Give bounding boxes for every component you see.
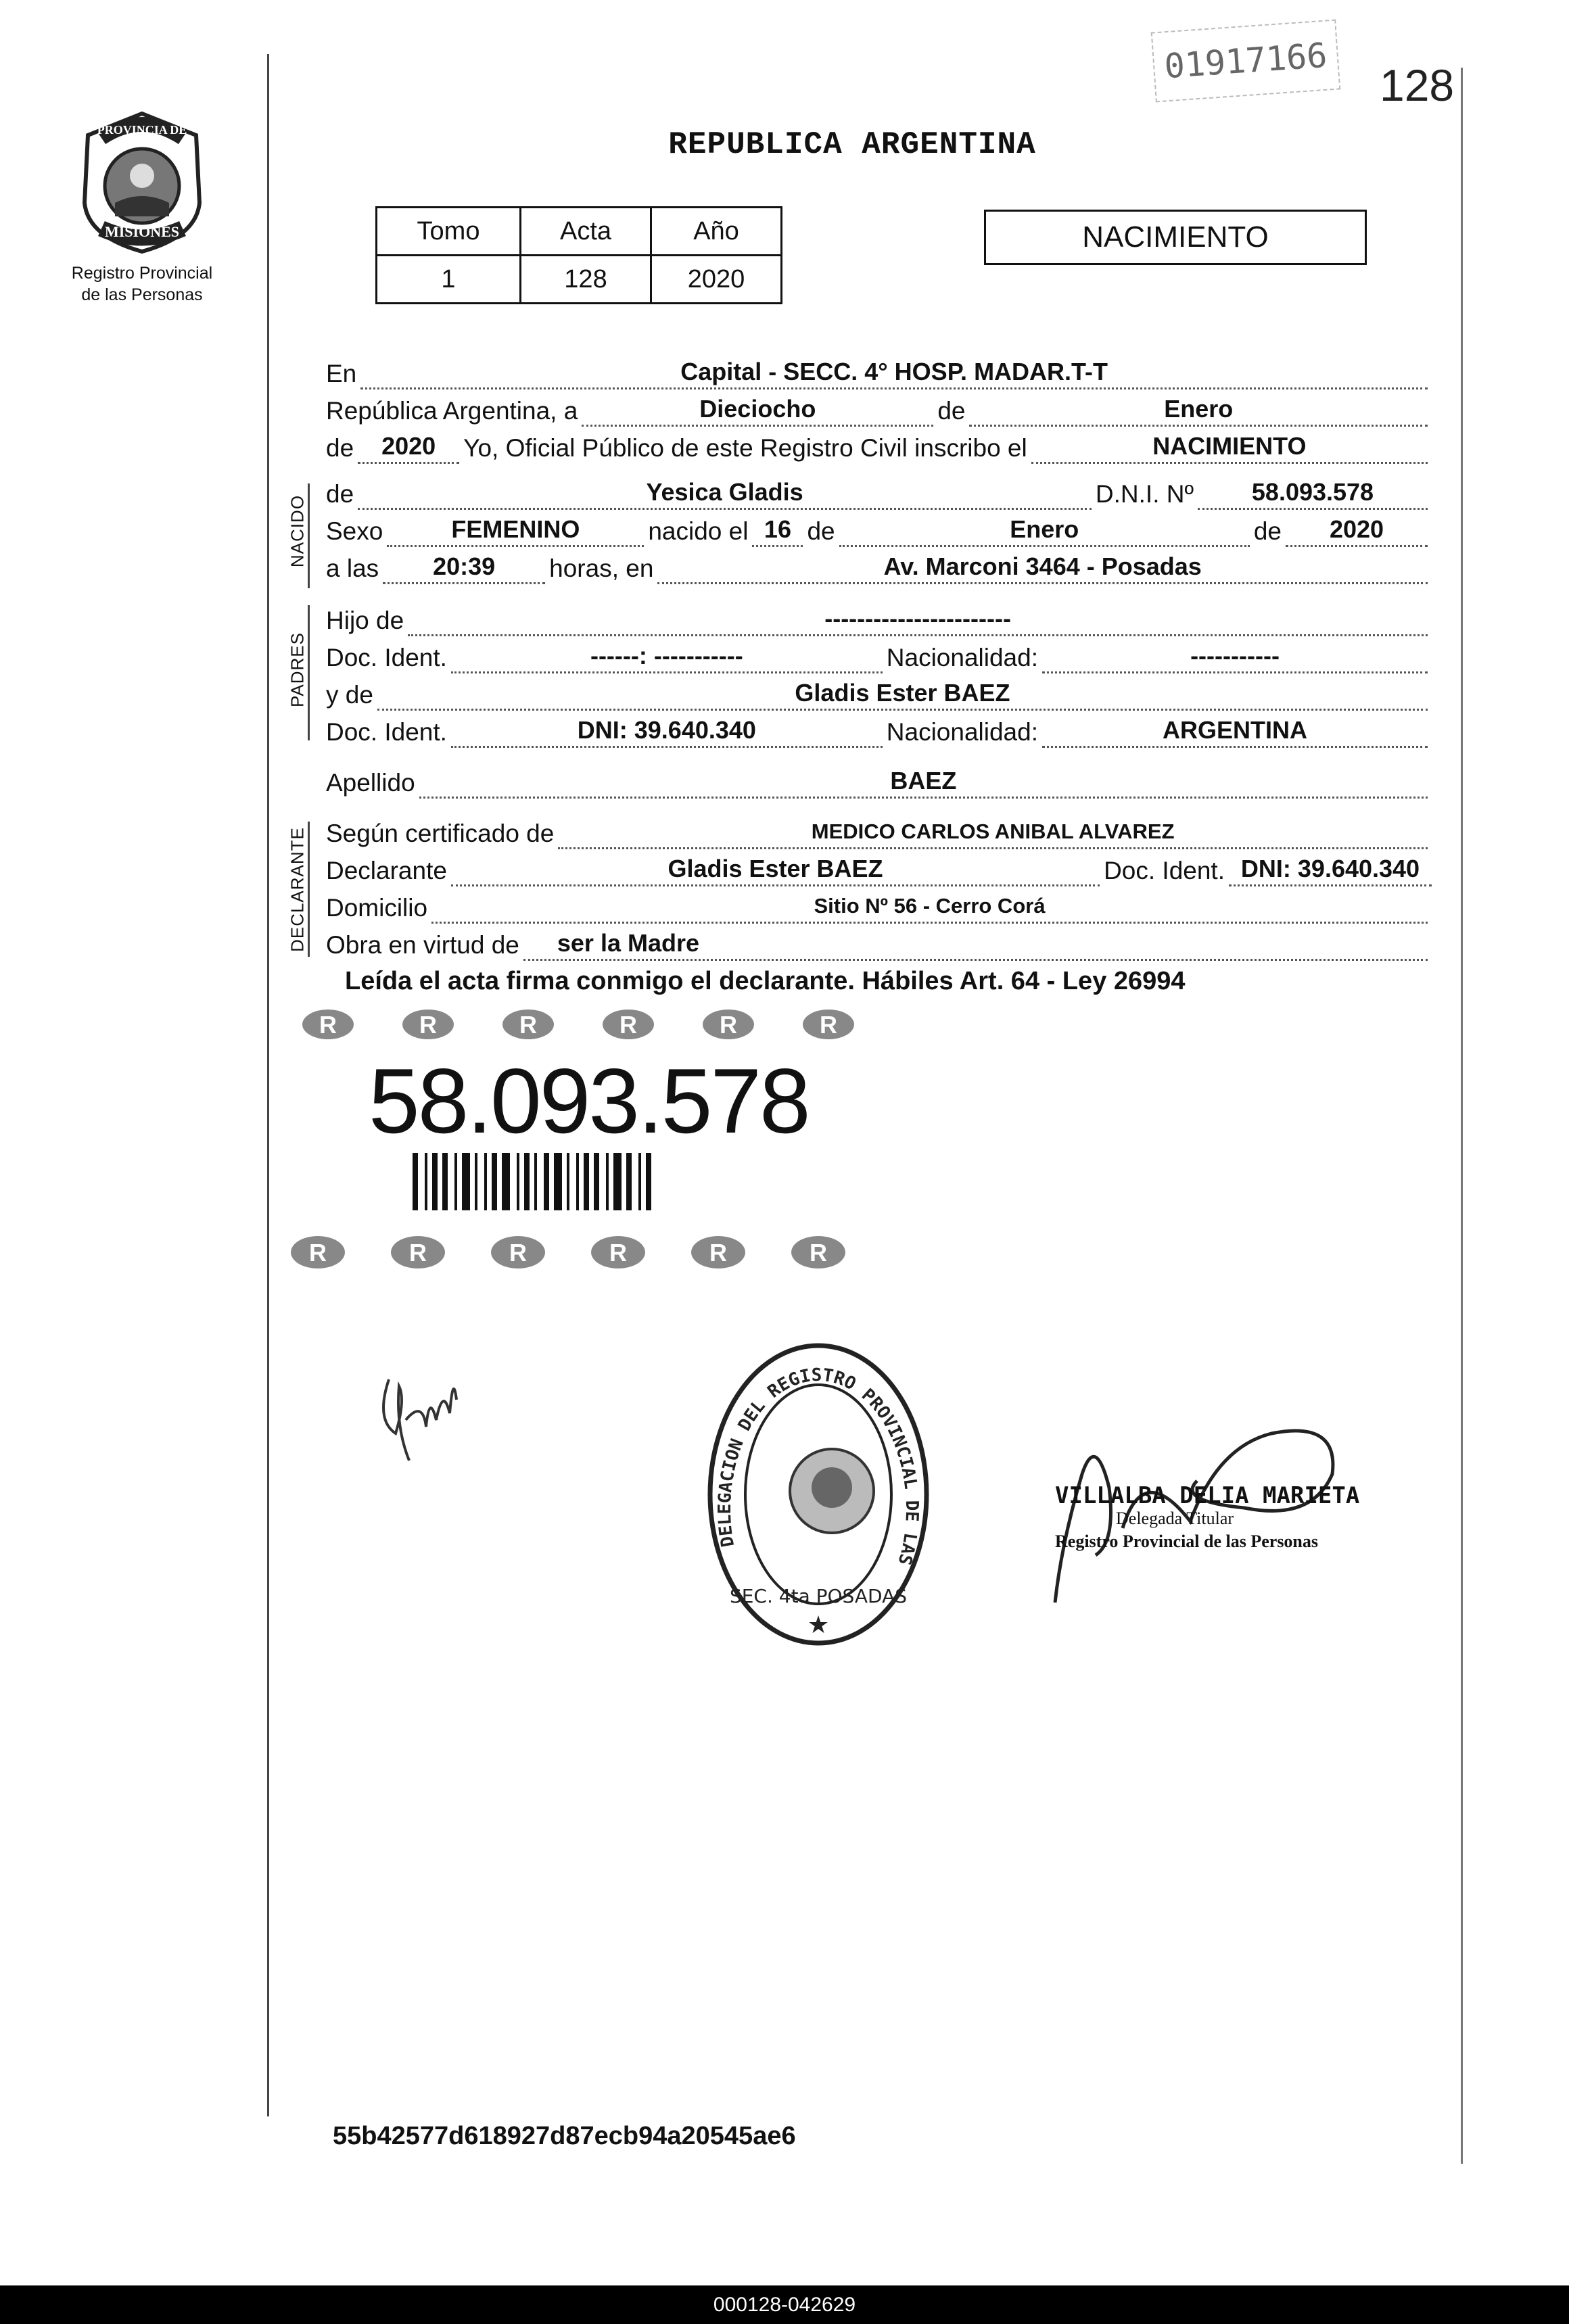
value-time: 20:39: [433, 552, 496, 580]
value-father-doc: ------: -----------: [590, 642, 743, 669]
serial-number-stamp: 01917166: [1151, 20, 1341, 103]
row-name: [326, 473, 1432, 510]
value-birth-place: Av. Marconi 3464 - Posadas: [883, 552, 1202, 580]
sticker-pattern-mark: [302, 1010, 354, 1039]
barcode-bar: [567, 1153, 569, 1210]
value-birth-month: Enero: [1010, 515, 1079, 543]
svg-text:R: R: [319, 1011, 337, 1039]
label-mother-nationality: Nacionalidad:: [886, 718, 1038, 746]
page-number: 128: [1380, 60, 1455, 110]
registry-caption-line1: Registro Provincial: [71, 264, 213, 283]
svg-text:R: R: [519, 1011, 537, 1039]
svg-text:PROVINCIA DE: PROVINCIA DE: [97, 123, 187, 137]
label-capacity: Obra en virtud de: [326, 931, 519, 959]
value-month: Enero: [1164, 395, 1234, 423]
sticker-pattern-mark: [791, 1236, 845, 1268]
label-statement: Yo, Oficial Público de este Registro Civil inscribo el: [463, 434, 1027, 462]
svg-text:R: R: [509, 1239, 527, 1266]
svg-text:DELEGACION DEL REGISTRO PROVIN: DELEGACION DEL REGISTRO PROVINCIAL DE LAS: [714, 1365, 922, 1567]
sticker-pattern-mark: [291, 1236, 345, 1268]
value-address: Sitio Nº 56 - Cerro Corá: [814, 894, 1046, 918]
barcode-bar: [594, 1153, 599, 1210]
row-address: [326, 887, 1432, 924]
svg-text:R: R: [619, 1011, 637, 1039]
document-hash: 55b42577d618927d87ecb94a20545ae6: [333, 2122, 796, 2150]
label-father-nationality: Nacionalidad:: [886, 644, 1038, 671]
barcode-bar: [425, 1153, 427, 1210]
barcode-bar: [646, 1153, 651, 1210]
label-certificate: Según certificado de: [326, 820, 555, 847]
sticker-pattern-mark: [491, 1236, 545, 1268]
label-time: a las: [326, 554, 379, 582]
value-ano: 2020: [651, 256, 782, 304]
label-born: nacido el: [648, 517, 749, 545]
official-office: Registro Provincial de las Personas: [1055, 1532, 1319, 1551]
value-birth-day: 16: [764, 515, 791, 543]
label-year-prefix: de: [326, 434, 354, 462]
value-mother-nationality: ARGENTINA: [1163, 716, 1307, 744]
left-margin-rule: [267, 54, 269, 2116]
barcode-bar: [524, 1153, 530, 1210]
label-address: Domicilio: [326, 894, 428, 922]
sticker-pattern-mark: [591, 1236, 645, 1268]
sticker-pattern-mark: [402, 1010, 454, 1039]
record-type-box: NACIMIENTO: [984, 210, 1367, 265]
svg-text:R: R: [720, 1011, 737, 1039]
row-surname: [326, 762, 1432, 799]
row-capacity: [326, 924, 1432, 961]
value-year: 2020: [381, 432, 436, 460]
label-surname: Apellido: [326, 769, 415, 797]
header-acta: Acta: [521, 208, 651, 256]
value-declarant: Gladis Ester BAEZ: [668, 855, 883, 882]
barcode-bar: [502, 1153, 510, 1210]
value-act: NACIMIENTO: [1152, 432, 1307, 460]
row-mother: [326, 674, 1432, 711]
barcode-bar: [432, 1153, 438, 1210]
sticker-pattern-mark: [691, 1236, 745, 1268]
barcode-bar: [517, 1153, 519, 1210]
sticker-pattern-mark: [803, 1010, 854, 1039]
section-declarante: DECLARANTE: [287, 827, 308, 952]
value-birth-year: 2020: [1329, 515, 1384, 543]
svg-text:R: R: [419, 1011, 437, 1039]
value-certificate: MEDICO CARLOS ANIBAL ALVAREZ: [811, 820, 1175, 843]
svg-text:R: R: [709, 1239, 727, 1266]
sticker-dni-number: 58.093.578: [369, 1049, 809, 1152]
row-place: [326, 353, 1432, 389]
label-en: En: [326, 360, 357, 387]
row-time: [326, 548, 1432, 584]
barcode-bar: [613, 1153, 622, 1210]
value-name: Yesica Gladis: [646, 478, 803, 506]
barcode-bar: [638, 1153, 641, 1210]
value-capacity: ser la Madre: [557, 929, 700, 957]
label-birth-de1: de: [807, 517, 835, 545]
sticker-pattern-mark: [703, 1010, 754, 1039]
registry-stamp: [697, 1335, 940, 1653]
label-father-doc: Doc. Ident.: [326, 644, 447, 671]
value-tomo: 1: [377, 256, 521, 304]
barcode-bar: [554, 1153, 562, 1210]
svg-text:MISIONES: MISIONES: [104, 223, 180, 240]
label-declarant: Declarante: [326, 857, 447, 884]
row-declarant: [326, 850, 1432, 886]
header-ano: Año: [651, 208, 782, 256]
barcode-bar: [584, 1153, 589, 1210]
label-hours: horas, en: [549, 554, 654, 582]
section-padres: PADRES: [287, 632, 308, 707]
value-acta: 128: [521, 256, 651, 304]
row-sex: [326, 511, 1432, 547]
initials-signature: [369, 1359, 470, 1481]
value-mother-name: Gladis Ester BAEZ: [795, 679, 1010, 707]
value-surname: BAEZ: [890, 767, 957, 795]
row-father: [326, 600, 1432, 636]
official-name: VILLALBA DELIA MARIETA: [1055, 1482, 1360, 1509]
barcode-bar: [534, 1153, 537, 1210]
record-id-table: [375, 206, 782, 304]
barcode-bar: [576, 1153, 579, 1210]
label-birth-de2: de: [1253, 517, 1282, 545]
sticker-pattern-mark: [391, 1236, 445, 1268]
row-certificate: [326, 813, 1432, 849]
closing-statement: Leída el acta firma conmigo el declarante. Hábiles Art. 64 - Ley 26994: [345, 967, 1186, 995]
svg-text:R: R: [609, 1239, 627, 1266]
header-tomo: Tomo: [377, 208, 521, 256]
svg-text:SEC. 4ta POSADAS: SEC. 4ta POSADAS: [729, 1585, 908, 1607]
label-father: Hijo de: [326, 607, 404, 634]
barcode-bar: [606, 1153, 609, 1210]
row-mother-doc: [326, 711, 1432, 748]
label-mother-doc: Doc. Ident.: [326, 718, 447, 746]
registry-caption-line2: de las Personas: [81, 285, 203, 304]
value-mother-doc: DNI: 39.640.340: [577, 716, 756, 744]
row-statement: [326, 427, 1432, 464]
barcode-bar: [492, 1153, 497, 1210]
label-mother: y de: [326, 681, 373, 709]
sticker-pattern-mark: [502, 1010, 554, 1039]
row-father-doc: [326, 637, 1432, 673]
right-margin-rule: [1461, 68, 1463, 2164]
label-declarant-doc: Doc. Ident.: [1104, 857, 1225, 884]
value-sex: FEMENINO: [451, 515, 580, 543]
row-date: [326, 390, 1432, 427]
barcode-bar: [626, 1153, 632, 1210]
svg-text:★: ★: [807, 1611, 830, 1638]
barcode-bar: [462, 1153, 470, 1210]
barcode-bar: [544, 1153, 549, 1210]
barcode-bar: [413, 1153, 418, 1210]
value-dni: 58.093.578: [1251, 478, 1374, 506]
document-title: REPUBLICA ARGENTINA: [668, 127, 1036, 162]
footer-code: 000128-042629: [0, 2285, 1569, 2324]
official-name-block: [1055, 1484, 1359, 1553]
value-declarant-doc: DNI: 39.640.340: [1240, 855, 1420, 882]
barcode-bar: [475, 1153, 477, 1210]
svg-text:R: R: [409, 1239, 427, 1266]
barcode-bar: [454, 1153, 457, 1210]
label-sex: Sexo: [326, 517, 383, 545]
official-title: Delegada Titular: [1116, 1509, 1234, 1528]
value-father-name: -----------------------: [824, 604, 1011, 632]
sticker-pattern-mark: [603, 1010, 654, 1039]
svg-text:R: R: [820, 1011, 837, 1039]
value-place: Capital - SECC. 4° HOSP. MADAR.T-T: [680, 358, 1108, 385]
section-nacido: NACIDO: [287, 494, 308, 568]
registry-caption: [41, 262, 243, 306]
svg-text:R: R: [810, 1239, 827, 1266]
svg-text:R: R: [309, 1239, 327, 1266]
value-father-nationality: -----------: [1190, 642, 1280, 669]
value-day-words: Dieciocho: [699, 395, 816, 423]
label-republica: República Argentina, a: [326, 397, 578, 425]
barcode-bar: [484, 1153, 487, 1210]
label-de: de: [937, 397, 966, 425]
label-dni: D.N.I. Nº: [1095, 480, 1194, 508]
barcode-bar: [442, 1153, 448, 1210]
label-name: de: [326, 480, 354, 508]
